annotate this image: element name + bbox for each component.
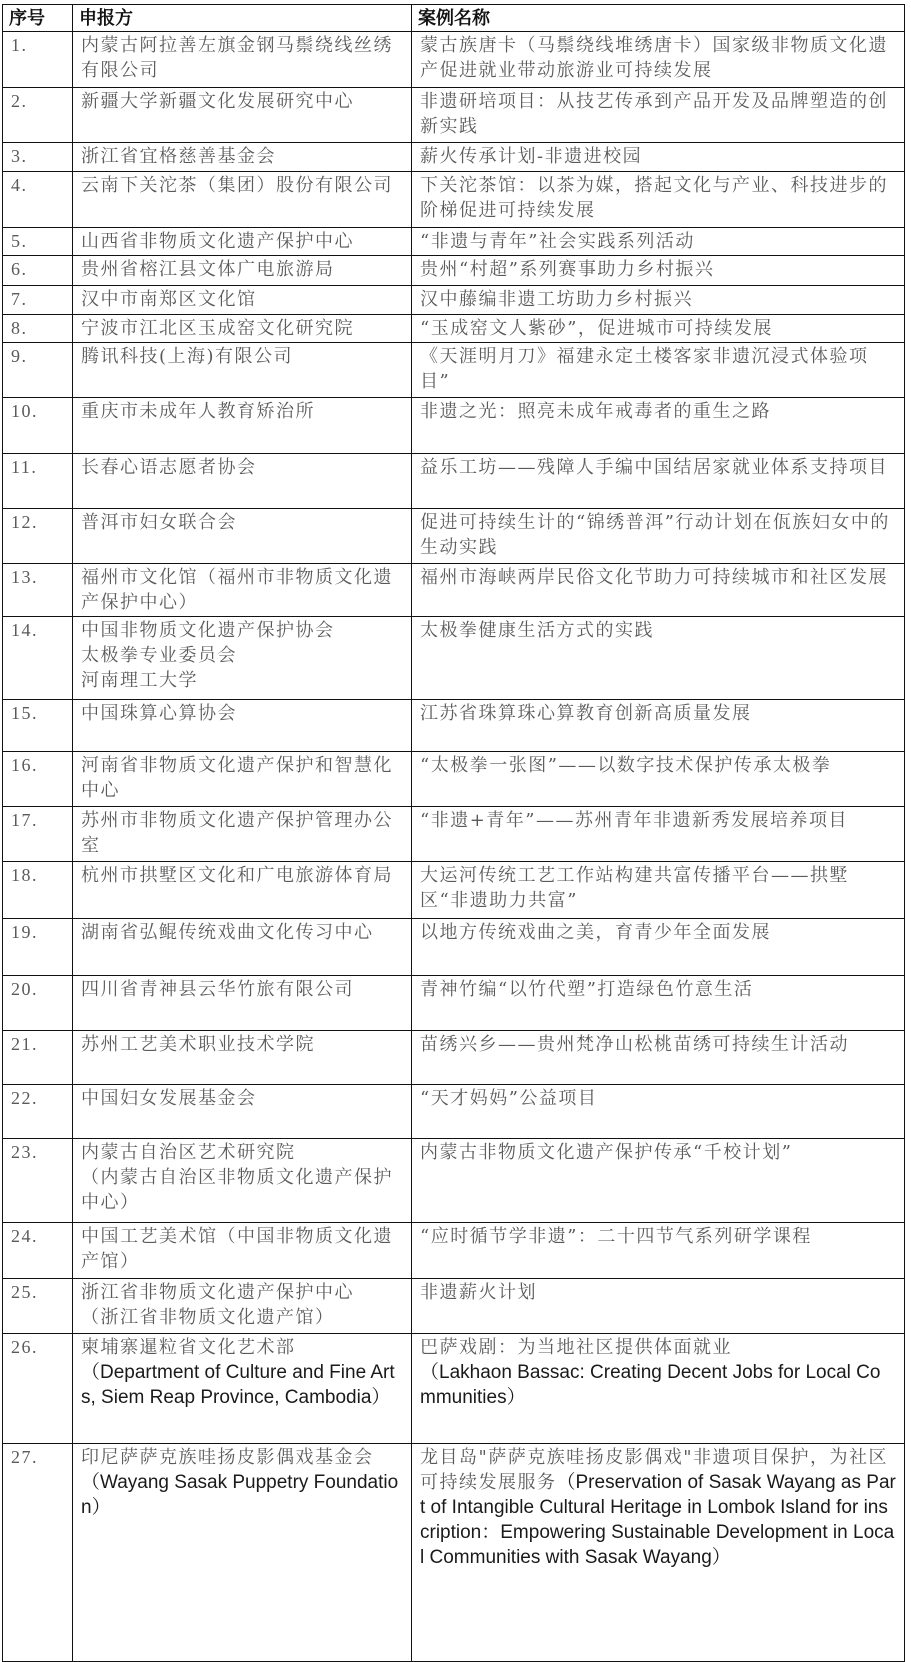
table-row: [3, 807, 905, 862]
row-number: 21.: [3, 1031, 73, 1085]
table-row: [3, 509, 905, 564]
applicant-cell: 中国工艺美术馆（中国非物质文化遗产馆）: [73, 1223, 412, 1279]
case-name-cell: 益乐工坊——残障人手编中国结居家就业体系支持项目: [412, 454, 905, 509]
table-row: [3, 286, 905, 315]
table-row: [3, 398, 905, 454]
table-row: [3, 752, 905, 807]
table-row: [3, 1279, 905, 1334]
case-name-cell: 福州市海峡两岸民俗文化节助力可持续城市和社区发展: [412, 564, 905, 617]
case-name-cell: [412, 1444, 905, 1662]
applicant-cell: 宁波市江北区玉成窑文化研究院: [73, 315, 412, 343]
table-row: [3, 1334, 905, 1444]
applicant-cell: 河南省非物质文化遗产保护和智慧化中心: [73, 752, 412, 807]
row-number: 9.: [3, 343, 73, 398]
applicant-cell: 四川省青神县云华竹旅有限公司: [73, 976, 412, 1031]
applicant-cell: 普洱市妇女联合会: [73, 509, 412, 564]
table-row: [3, 32, 905, 88]
applicant-cell: 中国珠算心算协会: [73, 700, 412, 752]
row-number: 22.: [3, 1085, 73, 1139]
case-name-cell: 薪火传承计划-非遗进校园: [412, 143, 905, 172]
row-number: 19.: [3, 919, 73, 976]
applicant-cell: [73, 1334, 412, 1444]
applicant-cell: 福州市文化馆（福州市非物质文化遗产保护中心）: [73, 564, 412, 617]
case-name-text: 龙目岛"萨萨克族哇扬皮影偶戏"非遗项目保护，为社区可持续发展服务: [420, 1447, 889, 1493]
case-name-cell: 非遗薪火计划: [412, 1279, 905, 1334]
row-number: 2.: [3, 88, 73, 143]
table-row: [3, 454, 905, 509]
row-number: 12.: [3, 509, 73, 564]
applicant-line: （内蒙古自治区非物质文化遗产保护中心）: [81, 1167, 393, 1213]
applicant-cell: 新疆大学新疆文化发展研究中心: [73, 88, 412, 143]
applicant-cell: 贵州省榕江县文体广电旅游局: [73, 256, 412, 286]
case-english-name: （Lakhaon Bassac: Creating Decent Jobs for Local Communities）: [420, 1362, 881, 1408]
case-name-cell: 大运河传统工艺工作站构建共富传播平台——拱墅区“非遗助力共富”: [412, 862, 905, 919]
case-name-cell: 太极拳健康生活方式的实践: [412, 617, 905, 700]
row-number: 13.: [3, 564, 73, 617]
case-name-cell: “非遗+青年”——苏州青年非遗新秀发展培养项目: [412, 807, 905, 862]
table-row: [3, 617, 905, 700]
table-row: [3, 1031, 905, 1085]
case-name-cell: 以地方传统戏曲之美，育青少年全面发展: [412, 919, 905, 976]
case-name-cell: 促进可持续生计的“锦绣普洱”行动计划在佤族妇女中的生动实践: [412, 509, 905, 564]
case-name-cell: 非遗研培项目：从技艺传承到产品开发及品牌塑造的创新实践: [412, 88, 905, 143]
case-name-cell: 青神竹编“以竹代塑”打造绿色竹意生活: [412, 976, 905, 1031]
case-table: [2, 4, 905, 1662]
applicant-cell: 山西省非物质文化遗产保护中心: [73, 228, 412, 256]
case-name-cell: [412, 1334, 905, 1444]
applicant-cell: 苏州工艺美术职业技术学院: [73, 1031, 412, 1085]
table-row: [3, 228, 905, 256]
applicant-cell: 中国妇女发展基金会: [73, 1085, 412, 1139]
table-row: [3, 976, 905, 1031]
applicant-english-name: （Wayang Sasak Puppetry Foundation）: [81, 1472, 399, 1518]
case-name-cell: 蒙古族唐卡（马鬃绕线堆绣唐卡）国家级非物质文化遗产促进就业带动旅游业可持续发展: [412, 32, 905, 88]
table-row: [3, 256, 905, 286]
applicant-cell: 浙江省宜格慈善基金会: [73, 143, 412, 172]
table-row: [3, 1085, 905, 1139]
row-number: 5.: [3, 228, 73, 256]
case-english-name: （Preservation of Sasak Wayang as Part of Intangible Cultural Heritage in Lombok Island for inscription：Empowering Sustainable Development in Local Communities with Sasak Wayang）: [420, 1472, 896, 1568]
applicant-cell: [73, 1139, 412, 1223]
case-name-cell: “太极拳一张图”——以数字技术保护传承太极拳: [412, 752, 905, 807]
table-row: [3, 1223, 905, 1279]
header-applicant: 申报方: [73, 5, 412, 32]
row-number: 20.: [3, 976, 73, 1031]
row-number: 14.: [3, 617, 73, 700]
row-number: 17.: [3, 807, 73, 862]
table-row: [3, 143, 905, 172]
table-header-row: [3, 5, 905, 32]
table-row: [3, 343, 905, 398]
applicant-english-name: （Department of Culture and Fine Arts, Siem Reap Province, Cambodia）: [81, 1362, 395, 1408]
table-row: [3, 1444, 905, 1662]
applicant-cell: 湖南省弘鲲传统戏曲文化传习中心: [73, 919, 412, 976]
applicant-cell: 腾讯科技(上海)有限公司: [73, 343, 412, 398]
row-number: 26.: [3, 1334, 73, 1444]
applicant-cell: 云南下关沱茶（集团）股份有限公司: [73, 172, 412, 228]
applicant-cell: [73, 617, 412, 700]
table-row: [3, 315, 905, 343]
table-row: [3, 700, 905, 752]
applicant-cell: 长春心语志愿者协会: [73, 454, 412, 509]
row-number: 11.: [3, 454, 73, 509]
case-name-cell: “非遗与青年”社会实践系列活动: [412, 228, 905, 256]
case-name-cell: 汉中藤编非遗工坊助力乡村振兴: [412, 286, 905, 315]
case-name-text: 巴萨戏剧：为当地社区提供体面就业: [420, 1337, 732, 1358]
case-name-cell: 江苏省珠算珠心算教育创新高质量发展: [412, 700, 905, 752]
row-number: 18.: [3, 862, 73, 919]
applicant-cell: 内蒙古阿拉善左旗金钢马鬃绕线丝绣有限公司: [73, 32, 412, 88]
applicant-line: （浙江省非物质文化遗产馆）: [81, 1307, 335, 1328]
applicant-cell: 苏州市非物质文化遗产保护管理办公室: [73, 807, 412, 862]
row-number: 4.: [3, 172, 73, 228]
case-name-cell: 贵州“村超”系列赛事助力乡村振兴: [412, 256, 905, 286]
applicant-line: 柬埔寨暹粒省文化艺术部: [81, 1337, 296, 1358]
applicant-line: 太极拳专业委员会: [81, 645, 237, 666]
applicant-cell: [73, 1279, 412, 1334]
applicant-line: 中国非物质文化遗产保护协会: [81, 620, 335, 641]
applicant-line: 印尼萨萨克族哇扬皮影偶戏基金会: [81, 1447, 374, 1468]
row-number: 3.: [3, 143, 73, 172]
case-name-cell: “玉成窑文人紫砂”，促进城市可持续发展: [412, 315, 905, 343]
header-case: 案例名称: [412, 5, 905, 32]
table-row: [3, 564, 905, 617]
header-no: 序号: [3, 5, 73, 32]
table-row: [3, 1139, 905, 1223]
row-number: 7.: [3, 286, 73, 315]
table-row: [3, 919, 905, 976]
row-number: 25.: [3, 1279, 73, 1334]
row-number: 24.: [3, 1223, 73, 1279]
row-number: 6.: [3, 256, 73, 286]
case-name-cell: “应时循节学非遗”：二十四节气系列研学课程: [412, 1223, 905, 1279]
row-number: 15.: [3, 700, 73, 752]
applicant-cell: 杭州市拱墅区文化和广电旅游体育局: [73, 862, 412, 919]
case-name-cell: 内蒙古非物质文化遗产保护传承“千校计划”: [412, 1139, 905, 1223]
case-name-cell: 苗绣兴乡——贵州梵净山松桃苗绣可持续生计活动: [412, 1031, 905, 1085]
applicant-cell: 汉中市南郑区文化馆: [73, 286, 412, 315]
row-number: 10.: [3, 398, 73, 454]
row-number: 23.: [3, 1139, 73, 1223]
case-name-cell: 非遗之光：照亮未成年戒毒者的重生之路: [412, 398, 905, 454]
row-number: 27.: [3, 1444, 73, 1662]
applicant-line: 河南理工大学: [81, 670, 198, 691]
applicant-cell: 重庆市未成年人教育矫治所: [73, 398, 412, 454]
table-row: [3, 172, 905, 228]
row-number: 8.: [3, 315, 73, 343]
applicant-cell: [73, 1444, 412, 1662]
case-name-cell: 《天涯明月刀》福建永定土楼客家非遗沉浸式体验项目”: [412, 343, 905, 398]
case-name-cell: “天才妈妈”公益项目: [412, 1085, 905, 1139]
table-body: [3, 32, 905, 1662]
case-name-cell: 下关沱茶馆：以茶为媒，搭起文化与产业、科技进步的阶梯促进可持续发展: [412, 172, 905, 228]
table-row: [3, 862, 905, 919]
applicant-line: 浙江省非物质文化遗产保护中心: [81, 1282, 354, 1303]
applicant-line: 内蒙古自治区艺术研究院: [81, 1142, 296, 1163]
table-row: [3, 88, 905, 143]
row-number: 1.: [3, 32, 73, 88]
row-number: 16.: [3, 752, 73, 807]
